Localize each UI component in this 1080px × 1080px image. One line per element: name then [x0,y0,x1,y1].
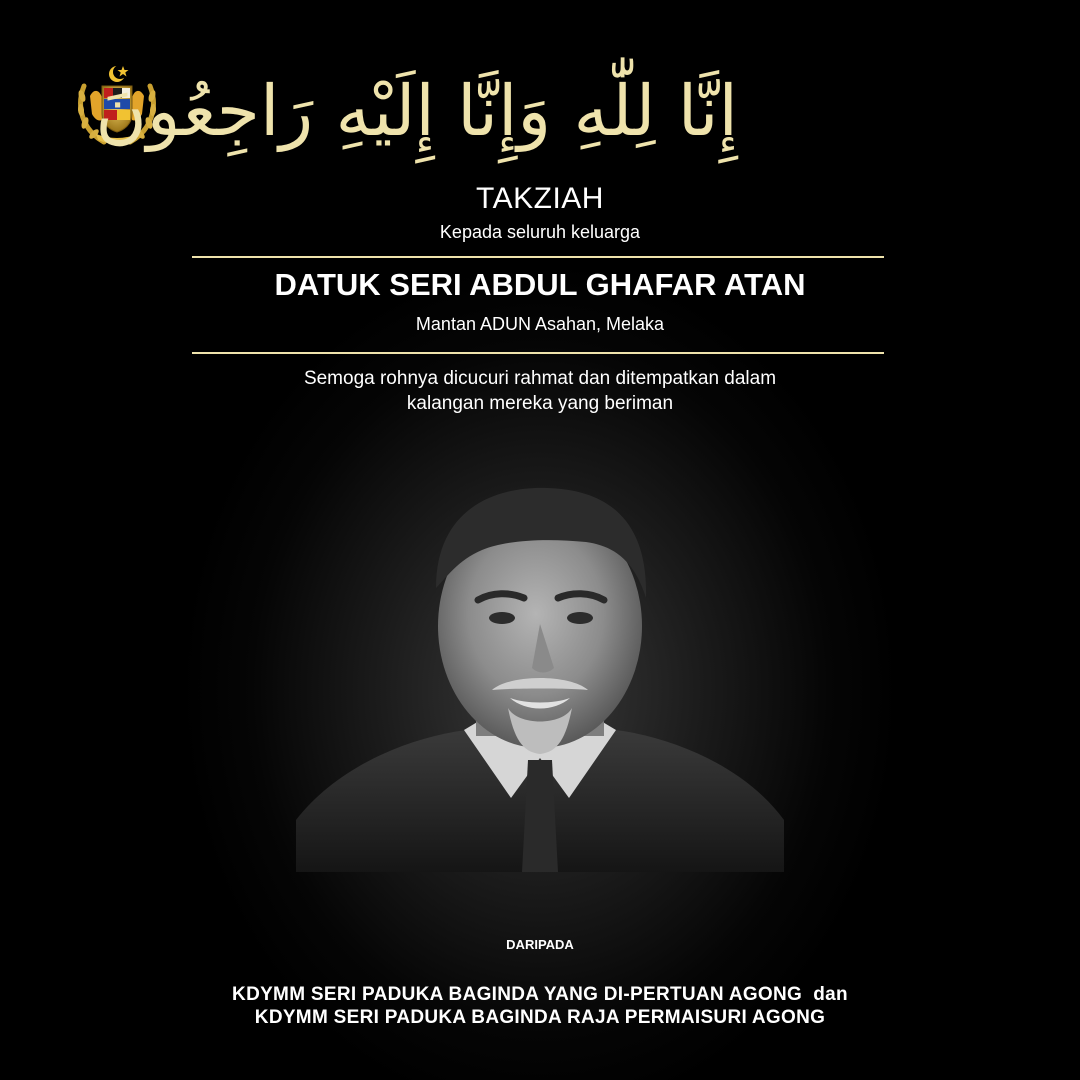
prayer-line-2: kalangan mereka yang beriman [406,393,674,414]
divider-top [192,256,884,258]
prayer-line-1: Semoga rohnya dicucuri rahmat dan ditempatkan dalam [303,368,777,389]
arabic-calligraphy: إِنَّا لِلّٰهِ وَإِنَّا إِلَيْهِ رَاجِعُونَ [95,70,738,152]
sender-block [0,983,1080,1029]
sender-line-1: KDYMM SERI PADUKA BAGINDA YANG DI-PERTUAN AGONG dan [232,984,848,1005]
prayer-text [140,366,940,416]
page-subtitle: Kepada seluruh keluarga [439,222,641,242]
deceased-role: Mantan ADUN Asahan, Melaka [415,314,665,334]
portrait-photo [296,468,784,872]
from-label: DARIPADA [506,937,574,952]
page-title: TAKZIAH [476,182,604,215]
deceased-name: DATUK SERI ABDUL GHAFAR ATAN [274,267,806,302]
sender-line-2: KDYMM SERI PADUKA BAGINDA RAJA PERMAISURI AGONG [254,1007,826,1028]
divider-bottom [192,352,884,354]
